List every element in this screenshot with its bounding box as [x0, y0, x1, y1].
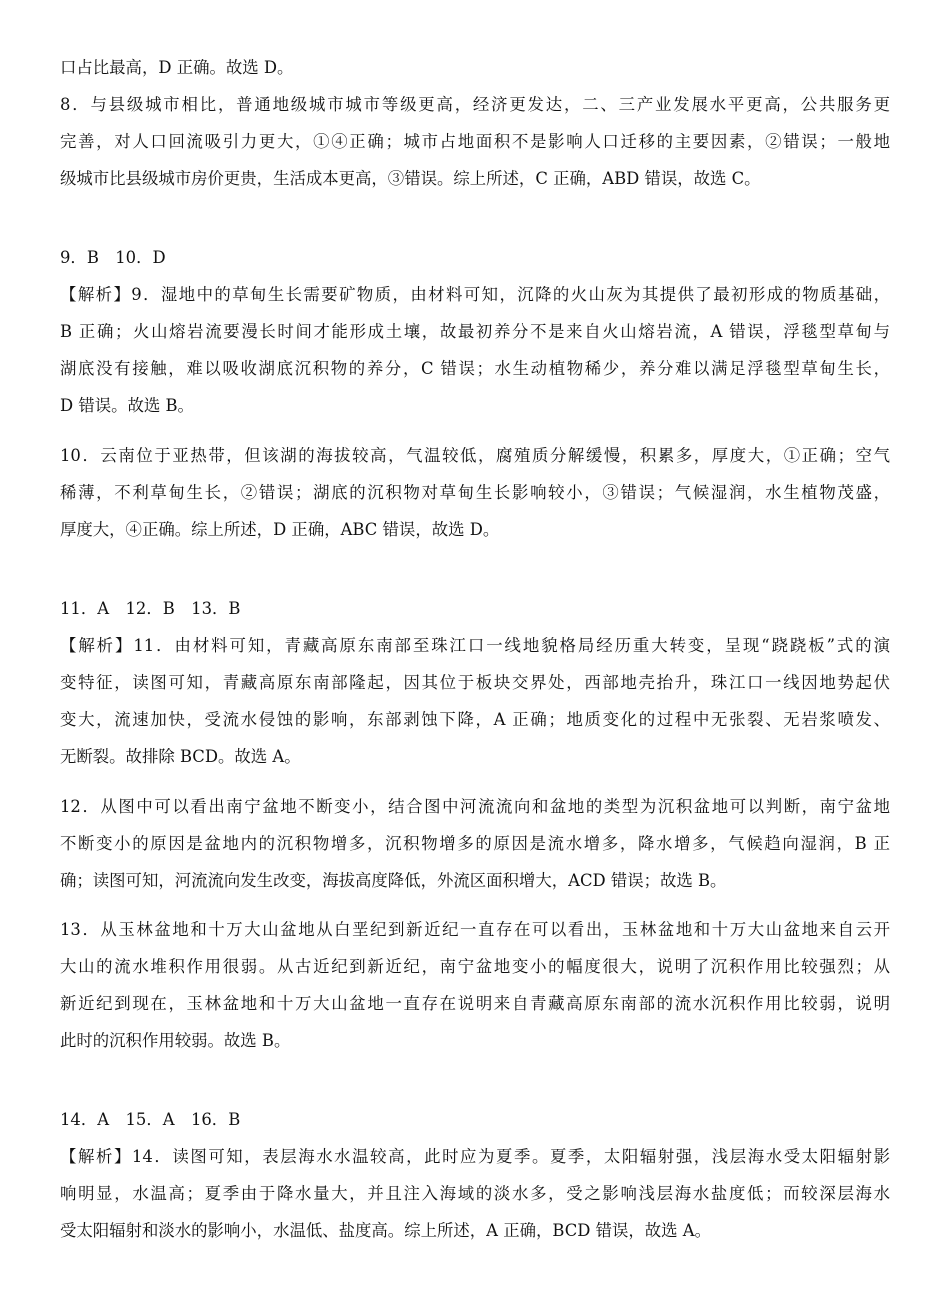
text-line: 大山的流水堆积作用很弱。从古近纪到新近纪，南宁盆地变小的幅度很大，说明了沉积作用比较强烈；从	[60, 957, 890, 976]
text-line: 新近纪到现在，玉林盆地和十万大山盆地一直存在说明来自青藏高原东南部的流水沉积作用比较弱，说明	[60, 994, 890, 1013]
text-line: 级城市比县级城市房价更贵，生活成本更高，③错误。综上所述，C 正确，ABD 错误，故选 C。	[60, 169, 761, 188]
text-line: 口占比最高，D 正确。故选 D。	[60, 58, 294, 77]
text-line: 【解析】9．湿地中的草甸生长需要矿物质，由材料可知，沉降的火山灰为其提供了最初形成的物质基础，	[60, 285, 890, 304]
text-line: 变大，流速加快，受流水侵蚀的影响，东部剥蚀下降，A 正确；地质变化的过程中无张裂、无岩浆喷发、	[60, 710, 890, 729]
text-line: 13．从玉林盆地和十万大山盆地从白垩纪到新近纪一直存在可以看出，玉林盆地和十万大山盆地来自云开	[60, 920, 890, 939]
text-line: 【解析】14．读图可知，表层海水水温较高，此时应为夏季。夏季，太阳辐射强，浅层海水受太阳辐射影	[60, 1147, 890, 1166]
text-line: 完善，对人口回流吸引力更大，①④正确；城市占地面积不是影响人口迁移的主要因素，②错误；一般地	[60, 132, 890, 151]
text-line: D 错误。故选 B。	[60, 396, 194, 415]
text-line: 稀薄，不利草甸生长，②错误；湖底的沉积物对草甸生长影响较小，③错误；气候湿润，水生植物茂盛，	[60, 483, 890, 502]
answer-line: 9．B 10．D	[60, 248, 166, 267]
text-line: 不断变小的原因是盆地内的沉积物增多，沉积物增多的原因是流水增多，降水增多，气候趋向湿润，B 正	[60, 834, 890, 853]
text-line: 厚度大，④正确。综上所述，D 正确，ABC 错误，故选 D。	[60, 520, 500, 539]
text-line: 确；读图可知，河流流向发生改变，海拔高度降低，外流区面积增大，ACD 错误；故选 B。	[60, 871, 727, 890]
text-line: 12．从图中可以看出南宁盆地不断变小，结合图中河流流向和盆地的类型为沉积盆地可以判断，南宁盆地	[60, 797, 890, 816]
text-line: 10．云南位于亚热带，但该湖的海拔较高，气温较低，腐殖质分解缓慢，积累多，厚度大，①正确；空气	[60, 446, 890, 465]
answer-line: 14．A 15．A 16．B	[60, 1110, 241, 1129]
answer-line: 11．A 12．B 13．B	[60, 599, 241, 618]
text-line: 变特征，读图可知，青藏高原东南部隆起，因其位于板块交界处，西部地壳抬升，珠江口一线因地势起伏	[60, 673, 890, 692]
text-line: 无断裂。故排除 BCD。故选 A。	[60, 747, 301, 766]
text-line: 此时的沉积作用较弱。故选 B。	[60, 1031, 291, 1050]
text-line: 受太阳辐射和淡水的影响小，水温低、盐度高。综上所述，A 正确，BCD 错误，故选 A。	[60, 1221, 712, 1240]
text-line: B 正确；火山熔岩流要漫长时间才能形成土壤，故最初养分不是来自火山熔岩流，A 错误，浮毯型草甸与	[60, 322, 890, 341]
text-line: 【解析】11．由材料可知，青藏高原东南部至珠江口一线地貌格局经历重大转变，呈现“跷跷板”式的演	[60, 636, 890, 655]
text-line: 8．与县级城市相比，普通地级城市城市等级更高，经济更发达，二、三产业发展水平更高，公共服务更	[60, 95, 890, 114]
text-line: 响明显，水温高；夏季由于降水量大，并且注入海域的淡水多，受之影响浅层海水盐度低；而较深层海水	[60, 1184, 890, 1203]
text-line: 湖底没有接触，难以吸收湖底沉积物的养分，C 错误；水生动植物稀少，养分难以满足浮毯型草甸生长，	[60, 359, 890, 378]
